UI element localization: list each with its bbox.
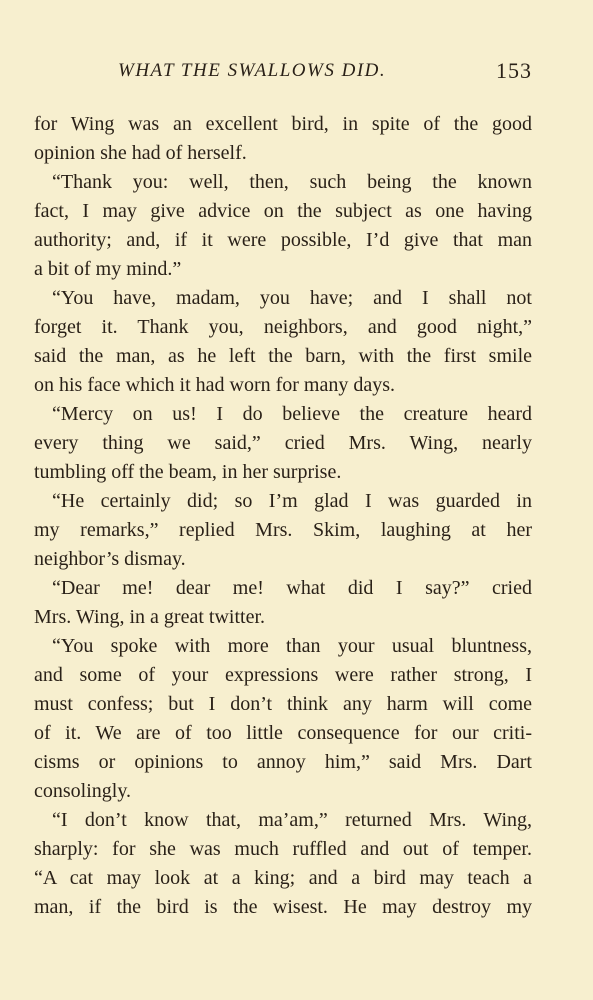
- text-line: must confess; but I don’t think any harm will come: [34, 693, 532, 715]
- text-line: “Dear me! dear me! what did I say?” cried: [52, 577, 532, 599]
- running-title: WHAT THE SWALLOWS DID.: [118, 60, 387, 81]
- text-line: Mrs. Wing, in a great twitter.: [34, 606, 266, 628]
- text-line: on his face which it had worn for many days.: [34, 374, 396, 396]
- running-head: [34, 58, 534, 88]
- text-line: tumbling off the beam, in her surprise.: [34, 461, 342, 483]
- text-line: for Wing was an excellent bird, in spite of the good: [34, 113, 532, 135]
- text-line: forget it. Thank you, neighbors, and good night,”: [34, 316, 532, 338]
- text-line: “I don’t know that, ma’am,” returned Mrs. Wing,: [52, 809, 532, 831]
- text-line: my remarks,” replied Mrs. Skim, laughing at her: [34, 519, 532, 541]
- text-line: every thing we said,” cried Mrs. Wing, nearly: [34, 432, 532, 454]
- text-line: opinion she had of herself.: [34, 142, 247, 164]
- text-line: and some of your expressions were rather strong, I: [34, 664, 532, 686]
- page-number: 153: [496, 58, 532, 83]
- text-line: neighbor’s dismay.: [34, 548, 186, 570]
- text-line: authority; and, if it were possible, I’d give that man: [34, 229, 532, 251]
- text-line: said the man, as he left the barn, with the first smile: [34, 345, 532, 367]
- text-line: “You have, madam, you have; and I shall not: [52, 287, 532, 309]
- text-line: “Mercy on us! I do believe the creature heard: [52, 403, 532, 425]
- body-text: [34, 110, 532, 922]
- text-line: fact, I may give advice on the subject as one having: [34, 200, 532, 222]
- text-line: “You spoke with more than your usual bluntness,: [52, 635, 532, 657]
- text-line: sharply: for she was much ruffled and out of temper.: [34, 838, 532, 860]
- text-line: “Thank you: well, then, such being the known: [52, 171, 532, 193]
- text-line: consolingly.: [34, 780, 132, 802]
- text-line: of it. We are of too little consequence for our criti-: [34, 722, 532, 744]
- text-line: “He certainly did; so I’m glad I was guarded in: [52, 490, 532, 512]
- text-line: “A cat may look at a king; and a bird may teach a: [34, 867, 532, 889]
- text-line: a bit of my mind.”: [34, 258, 182, 280]
- text-line: man, if the bird is the wisest. He may destroy my: [34, 896, 532, 918]
- text-line: cisms or opinions to annoy him,” said Mrs. Dart: [34, 751, 532, 773]
